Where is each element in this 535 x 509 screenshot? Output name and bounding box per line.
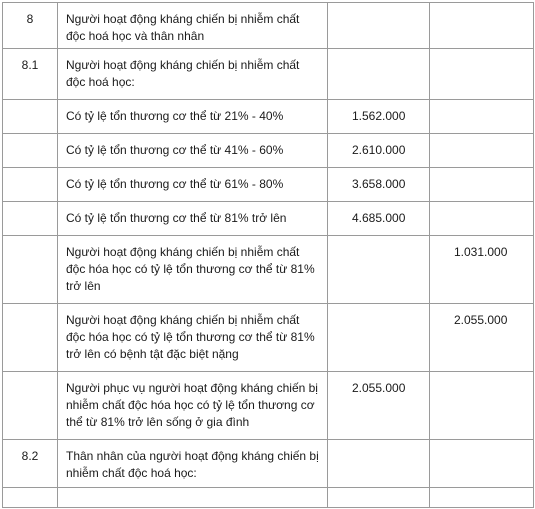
row-value: 4.685.000 xyxy=(328,202,430,236)
row-value xyxy=(328,488,430,508)
row-value-2: 1.031.000 xyxy=(430,236,534,304)
row-value xyxy=(328,49,430,100)
table-row xyxy=(3,49,534,100)
row-number xyxy=(3,304,58,372)
row-description xyxy=(58,236,328,304)
row-description-text: Người phục vụ người hoạt động kháng chiến bị nhiễm chất độc hóa học có tỷ lệ tổn thương cơ thể từ 81% trở lên sống ở gia đình xyxy=(66,381,318,429)
row-value-2 xyxy=(430,3,534,49)
row-description xyxy=(58,49,328,100)
row-value-2 xyxy=(430,100,534,134)
table-row xyxy=(3,3,534,49)
row-description-text: Người hoạt động kháng chiến bị nhiễm chất độc hoá học và thân nhân xyxy=(66,12,300,43)
row-description xyxy=(58,134,328,168)
row-value xyxy=(328,236,430,304)
row-description-text: Có tỷ lệ tổn thương cơ thể từ 81% trở lên xyxy=(66,211,287,225)
row-description xyxy=(58,168,328,202)
row-description-text: Người hoạt động kháng chiến bị nhiễm chất độc hóa học có tỷ lệ tổn thương cơ thể từ 81% trở lên xyxy=(66,245,315,293)
row-number xyxy=(3,202,58,236)
row-value: 3.658.000 xyxy=(328,168,430,202)
row-value: 2.610.000 xyxy=(328,134,430,168)
row-description xyxy=(58,202,328,236)
row-value-2 xyxy=(430,168,534,202)
row-description xyxy=(58,3,328,49)
row-value xyxy=(328,440,430,488)
row-value: 1.562.000 xyxy=(328,100,430,134)
table-row xyxy=(3,168,534,202)
row-number xyxy=(3,100,58,134)
row-description xyxy=(58,488,328,508)
row-value-2 xyxy=(430,202,534,236)
row-description-text: Người hoạt động kháng chiến bị nhiễm chất độc hoá học: xyxy=(66,58,300,89)
row-value-2: 2.055.000 xyxy=(430,304,534,372)
row-number xyxy=(3,372,58,440)
row-number xyxy=(3,168,58,202)
row-value-2 xyxy=(430,488,534,508)
table-row xyxy=(3,236,534,304)
row-description-text: Có tỷ lệ tổn thương cơ thể từ 41% - 60% xyxy=(66,143,284,157)
row-description xyxy=(58,100,328,134)
row-number: 8.2 xyxy=(3,440,58,488)
row-description xyxy=(58,372,328,440)
row-number xyxy=(3,134,58,168)
row-value xyxy=(328,304,430,372)
row-description-text: Có tỷ lệ tổn thương cơ thể từ 21% - 40% xyxy=(66,109,284,123)
row-value-2 xyxy=(430,440,534,488)
row-description-text: Thân nhân của người hoạt động kháng chiến bị nhiễm chất độc hoá học: xyxy=(66,449,319,480)
row-number xyxy=(3,488,58,508)
table-row xyxy=(3,202,534,236)
table-row xyxy=(3,488,534,508)
row-description-text: Người hoạt động kháng chiến bị nhiễm chất độc hóa học có tỷ lệ tổn thương cơ thể từ 81% trở lên có bệnh tật đặc biệt nặng xyxy=(66,313,315,361)
allowance-table xyxy=(2,2,534,508)
row-value-2 xyxy=(430,49,534,100)
table-row xyxy=(3,100,534,134)
row-description xyxy=(58,440,328,488)
row-number xyxy=(3,236,58,304)
row-description xyxy=(58,304,328,372)
row-value xyxy=(328,3,430,49)
row-value-2 xyxy=(430,134,534,168)
row-description-text: Có tỷ lệ tổn thương cơ thể từ 61% - 80% xyxy=(66,177,284,191)
table-row xyxy=(3,372,534,440)
table-row xyxy=(3,134,534,168)
row-value: 2.055.000 xyxy=(328,372,430,440)
row-number: 8 xyxy=(3,3,58,49)
row-value-2 xyxy=(430,372,534,440)
table-row xyxy=(3,440,534,488)
table-row xyxy=(3,304,534,372)
row-number: 8.1 xyxy=(3,49,58,100)
